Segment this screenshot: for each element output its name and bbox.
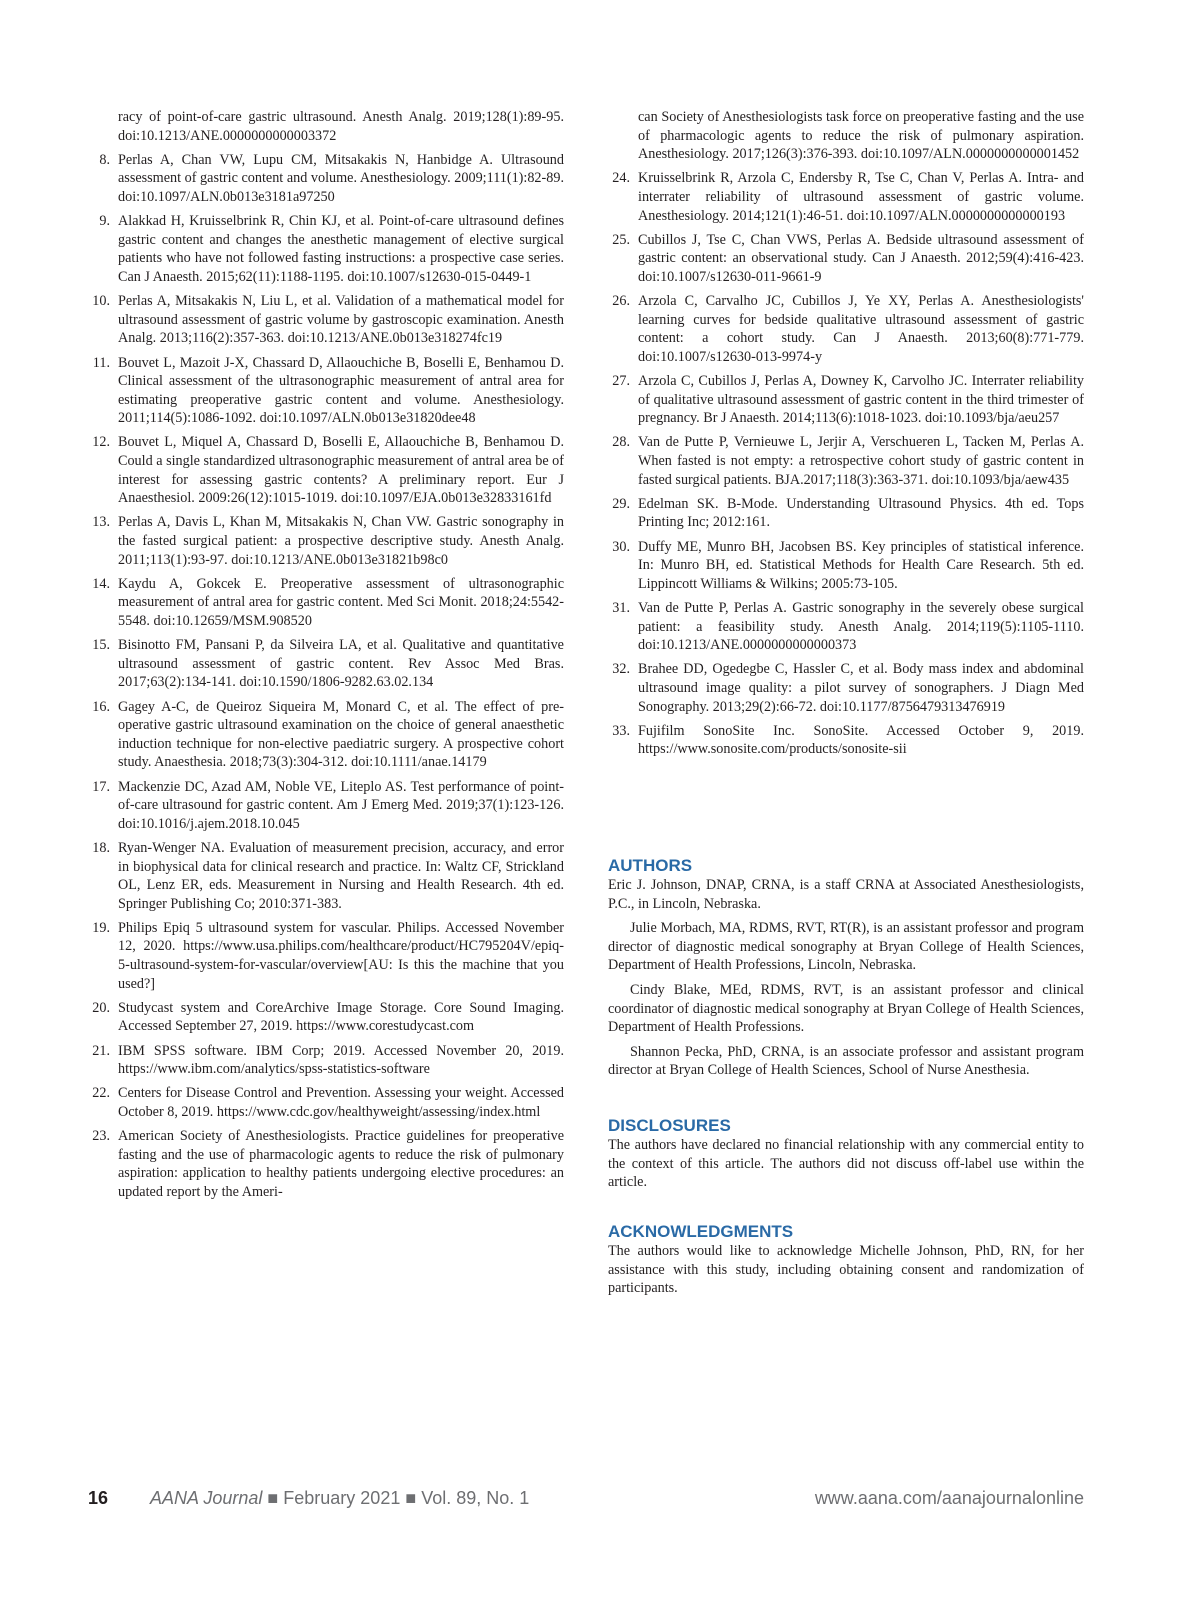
authors-heading: AUTHORS (608, 856, 693, 875)
reference-text: Alakkad H, Kruisselbrink R, Chin KJ, et al. Point-of-care ultrasound defines gastric content and changes the anesthetic management of elective surgical patients who have not followed fasting instructions: a prospective case series. Can J Anaesth. 2015;62(11):1188-1195. doi:10.1007/s12630-015-0449-1 (118, 213, 564, 285)
reference-item (88, 575, 564, 631)
reference-item (608, 372, 1084, 428)
reference-text: Bouvet L, Miquel A, Chassard D, Boselli E, Allaouchiche B, Benhamou D. Could a single standardized ultrasonographic measurement of antral area be of interest for assessing gastric contents? A preliminary report. Eur J Anaesthesiol. 2009:26(12):1015-1019. doi:10.1097/EJA.0b013e32833161fd (118, 434, 564, 507)
reference-number: 24. (612, 170, 630, 187)
reference-item (88, 1042, 564, 1079)
reference-number: 32. (612, 661, 630, 678)
reference-number: 20. (92, 999, 110, 1016)
page-number: 16 (88, 1488, 109, 1508)
reference-item (88, 433, 564, 507)
reference-number: 13. (92, 514, 110, 531)
reference-item (608, 538, 1084, 594)
acknowledgments-text: The authors would like to acknowledge Michelle Johnson, PhD, RN, for her assistance with this study, including obtaining consent and randomization of participants. (608, 1243, 1084, 1297)
reference-number: 19. (92, 919, 110, 936)
reference-number: 15. (92, 637, 110, 654)
reference-item (608, 231, 1084, 287)
reference-number: 29. (612, 495, 630, 512)
reference-item (608, 169, 1084, 225)
reference-number: 14. (92, 575, 110, 592)
reference-item (88, 1127, 564, 1201)
reference-text: Kruisselbrink R, Arzola C, Endersby R, Tse C, Chan V, Perlas A. Intra- and interrater reliability of ultrasound assessment of gastric volume. Anesthesiology. 2014;121(1):46-51. doi:10.1097/ALN.0000000000000193 (638, 170, 1084, 224)
reference-item (88, 919, 564, 993)
journal-name: AANA Journal (150, 1488, 263, 1508)
reference-number: 16. (92, 698, 110, 715)
reference-item (88, 292, 564, 348)
reference-text: Perlas A, Davis L, Khan M, Mitsakakis N, Chan VW. Gastric sonography in the fasted surgical patient: a prospective descriptive study. Anesth Analg. 2011;113(1):93-97. doi:10.1213/ANE.0b013e31821b98c0 (118, 514, 564, 568)
reference-item (88, 636, 564, 692)
reference-text: Centers for Disease Control and Prevention. Assessing your weight. Accessed October 8, 2019. https://www.cdc.gov/healthyweight/assessing/index.html (118, 1085, 564, 1120)
reference-number: 12. (92, 434, 110, 451)
author-bio: Eric J. Johnson, DNAP, CRNA, is a staff CRNA at Associated Anesthesiologists, P.C., in Lincoln, Nebraska. (608, 877, 1084, 912)
reference-item (608, 660, 1084, 716)
reference-text: Perlas A, Chan VW, Lupu CM, Mitsakakis N, Hanbidge A. Ultrasound assessment of gastric content and volume. Anesthesiology. 2009;111(1):82-89. doi:10.1097/ALN.0b013e3181a97250 (118, 151, 564, 205)
reference-item (608, 599, 1084, 655)
reference-text: Perlas A, Mitsakakis N, Liu L, et al. Validation of a mathematical model for ultrasound assessment of gastric volume by gastroscopic examination. Anesth Analg. 2013;116(2):357-363. doi:10.1213/ANE.0b013e318274fc19 (118, 293, 564, 347)
disclosures-heading: DISCLOSURES (608, 1116, 731, 1135)
reference-text: Arzola C, Carvalho JC, Cubillos J, Ye XY, Perlas A. Anesthesiologists' learning curves for bedside qualitative ultrasound assessment of gastric content: a cohort study. Can J Anaesth. 2013;60(8):771-779. doi:10.1007/s12630-013-9974-y (638, 293, 1084, 365)
disclosures-section (608, 1116, 1084, 1192)
reference-text: Brahee DD, Ogedegbe C, Hassler C, et al. Body mass index and abdominal ultrasound image quality: a pilot survey of sonographers. J Diagn Med Sonography. 2013;29(2):66-72. doi:10.1177/8756479313476919 (638, 661, 1084, 715)
reference-text: Philips Epiq 5 ultrasound system for vascular. Philips. Accessed November 12, 2020. https://www.usa.philips.com/healthcare/product/HC795204V/epiq-5-ultrasound-system-for-vascular/overview[AU: Is this the machine that you used?] (118, 919, 564, 992)
reference-text: Studycast system and CoreArchive Image Storage. Core Sound Imaging. Accessed September 27, 2019. https://www.corestudycast.com (118, 999, 564, 1035)
reference-item (608, 722, 1084, 759)
reference-text: Edelman SK. B-Mode. Understanding Ultrasound Physics. 4th ed. Tops Printing Inc; 2012:161. (638, 495, 1084, 531)
reference-item (88, 1084, 564, 1121)
journal-url[interactable]: www.aana.com/aanajournalonline (814, 1488, 1084, 1508)
reference-text: Van de Putte P, Perlas A. Gastric sonography in the severely obese surgical patient: a feasibility study. Anesth Analg. 2014;119(5):1105-1110. doi:10.1213/ANE.0000000000000373 (638, 600, 1084, 654)
reference-number: 17. (92, 778, 110, 795)
reference-item (88, 778, 564, 834)
reference-item (88, 108, 564, 145)
reference-number: 9. (99, 213, 110, 230)
reference-text: Ryan-Wenger NA. Evaluation of measurement precision, accuracy, and error in biophysical data for clinical research and practice. In: Waltz CF, Strickland OL, Lenz ER, eds. Measurement in Nursing and Health Research. 4th ed. Springer Publishing Co; 2010:371-383. (118, 839, 564, 912)
reference-number: 10. (92, 293, 110, 310)
references-left-column (88, 108, 564, 1207)
reference-text: Kaydu A, Gokcek E. Preoperative assessment of ultrasonographic measurement of antral area for gastric content. Med Sci Monit. 2018;24:5542-5548. doi:10.12659/MSM.908520 (118, 575, 564, 629)
author-bio: Julie Morbach, MA, RDMS, RVT, RT(R), is an assistant professor and program director of diagnostic medical sonography at Bryan College of Health Sciences, Department of Health Professions, Lincoln, Nebraska. (608, 920, 1084, 974)
page-footer (88, 1488, 1084, 1512)
reference-item (608, 108, 1084, 164)
reference-number: 26. (612, 293, 630, 310)
reference-item (88, 513, 564, 569)
reference-text: Duffy ME, Munro BH, Jacobsen BS. Key principles of statistical inference. In: Munro BH, ed. Statistical Methods for Health Care Research. 5th ed. Lippincott Williams & Wilkins; 2005:73-105. (638, 538, 1084, 592)
journal-issue: ■ February 2021 ■ Vol. 89, No. 1 (262, 1488, 530, 1508)
reference-number: 23. (92, 1128, 110, 1145)
reference-text: Van de Putte P, Vernieuwe L, Jerjir A, Verschueren L, Tacken M, Perlas A. When fasted is not empty: a retrospective cohort study of gastric content in fasted surgical patients. BJA.2017;118(3):363-371. doi:10.1093/bja/aew435 (638, 434, 1084, 488)
reference-number: 33. (612, 722, 630, 739)
reference-number: 8. (99, 151, 110, 168)
reference-text: Fujifilm SonoSite Inc. SonoSite. Accessed October 9, 2019. https://www.sonosite.com/products/sonosite-sii (638, 722, 1084, 758)
reference-number: 21. (92, 1042, 110, 1059)
authors-section (608, 856, 1084, 1080)
reference-item (88, 212, 564, 286)
reference-number: 28. (612, 434, 630, 451)
reference-item (608, 433, 1084, 489)
author-bio: Cindy Blake, MEd, RDMS, RVT, is an assistant professor and clinical coordinator of diagnostic medical sonography at Bryan College of Health Sciences, Department of Health Professions. (608, 981, 1084, 1036)
reference-text: Mackenzie DC, Azad AM, Noble VE, Liteplo AS. Test performance of point-of-care ultrasound for gastric content. Am J Emerg Med. 2019;37(1):123-126. doi:10.1016/j.ajem.2018.10.045 (118, 778, 564, 832)
reference-number: 25. (612, 231, 630, 248)
reference-number: 31. (612, 600, 630, 616)
reference-text: Bisinotto FM, Pansani P, da Silveira LA, et al. Qualitative and quantitative ultrasound assessment of gastric content. Rev Assoc Med Bras. 2017;63(2):134-141. doi:10.1590/1806-9282.63.02.134 (118, 637, 564, 691)
reference-text: Gagey A-C, de Queiroz Siqueira M, Monard C, et al. The effect of pre-operative gastric ultrasound examination on the choice of general anaesthetic induction technique for non-elective paediatric surgery. A prospective cohort study. Anaesthesia. 2018;73(3):304-312. doi:10.1111/anae.14179 (118, 698, 564, 771)
reference-number: 27. (612, 373, 630, 390)
journal-citation (150, 1488, 529, 1509)
reference-text: racy of point-of-care gastric ultrasound. Anesth Analg. 2019;128(1):89-95. doi:10.1213/ANE.0000000000003372 (118, 109, 564, 144)
reference-text: can Society of Anesthesiologists task force on preoperative fasting and the use of pharmacologic agents to reduce the risk of pulmonary aspiration. Anesthesiology. 2017;126(3):376-393. doi:10.1097/ALN.0000000000001452 (638, 109, 1084, 163)
reference-text: Arzola C, Cubillos J, Perlas A, Downey K, Carvolho JC. Interrater reliability of qualitative ultrasound assessment of gastric content in the third trimester of pregnancy. Br J Anaesth. 2014;113(6):1018-1023. doi:10.1093/bja/aeu257 (638, 373, 1084, 427)
acknowledgments-heading: ACKNOWLEDGMENTS (608, 1222, 794, 1241)
reference-item (88, 151, 564, 207)
reference-text: Cubillos J, Tse C, Chan VWS, Perlas A. Bedside ultrasound assessment of gastric content: an observational study. Can J Anaesth. 2012;59(4):416-423. doi:10.1007/s12630-011-9661-9 (638, 231, 1084, 285)
reference-item (608, 292, 1084, 366)
author-bio: Shannon Pecka, PhD, CRNA, is an associate professor and assistant program director at Bryan College of Health Sciences, School of Nurse Anesthesia. (608, 1043, 1084, 1079)
reference-number: 18. (92, 839, 110, 856)
reference-item (88, 999, 564, 1036)
acknowledgments-section (608, 1222, 1084, 1298)
disclosures-text: The authors have declared no financial relationship with any commercial entity to the context of this article. The authors did not discuss off-label use within the article. (608, 1137, 1084, 1191)
reference-number: 11. (92, 354, 110, 371)
reference-item (88, 698, 564, 772)
reference-text: American Society of Anesthesiologists. Practice guidelines for preoperative fasting and the use of pharmacologic agents to reduce the risk of pulmonary aspiration: application to healthy patients undergoing elective procedures: an updated report by the Ameri- (118, 1128, 564, 1200)
reference-number: 22. (92, 1085, 110, 1102)
reference-item (88, 839, 564, 913)
reference-text: Bouvet L, Mazoit J-X, Chassard D, Allaouchiche B, Boselli E, Benhamou D. Clinical assessment of the ultrasonographic measurement of antral area for estimating preoperative gastric content and volume. Anesthesiology. 2011;114(5):1086-1092. doi:10.1097/ALN.0b013e31820dee48 (118, 354, 564, 427)
reference-number: 30. (612, 538, 630, 555)
reference-text: IBM SPSS software. IBM Corp; 2019. Accessed November 20, 2019. https://www.ibm.com/analytics/spss-statistics-software (118, 1042, 564, 1078)
reference-item (88, 354, 564, 428)
references-right-column (608, 108, 1084, 765)
reference-item (608, 495, 1084, 532)
